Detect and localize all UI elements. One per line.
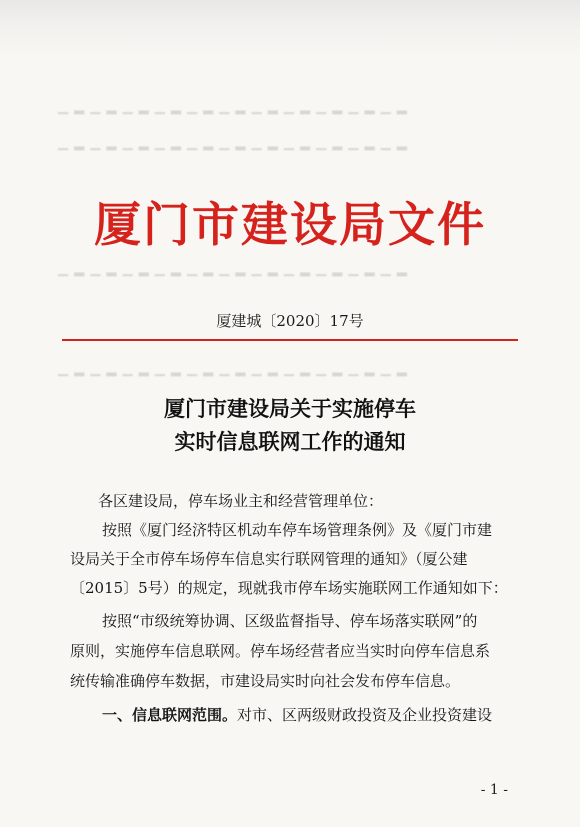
page-number: - 1 - xyxy=(480,782,508,798)
section-1-heading: 一、信息联网范围。 xyxy=(102,706,238,724)
bleed-through-text: ▁ ▂ ▁ ▂ ▁ ▂ ▁ ▂ ▁ ▂ ▁ ▂ ▁ ▂ ▁ ▂ ▁ ▂ ▁ ▂ ▁ ▂ xyxy=(58,262,408,277)
body-line: 按照“市级统筹协调、区级监督指导、停车场落实联网”的 xyxy=(102,612,478,630)
document-title-line-2: 实时信息联网工作的通知 xyxy=(174,429,406,454)
bleed-through-text: ▁ ▂ ▁ ▂ ▁ ▂ ▁ ▂ ▁ ▂ ▁ ▂ ▁ ▂ ▁ ▂ ▁ ▂ ▁ ▂ ▁ ▂ xyxy=(58,100,408,115)
body-line: 〔2015〕5号）的规定，现就我市停车场实施联网工作通知如下： xyxy=(70,579,508,597)
section-1-text: 对市、区两级财政投资及企业投资建设 xyxy=(237,706,493,724)
bleed-through-text: ▁ ▂ ▁ ▂ ▁ ▂ ▁ ▂ ▁ ▂ ▁ ▂ ▁ ▂ ▁ ▂ ▁ ▂ ▁ ▂ ▁ ▂ xyxy=(58,136,408,151)
body-line: 设局关于全市停车场停车信息实行联网管理的通知》（厦公建 xyxy=(70,550,468,568)
salutation: 各区建设局，停车场业主和经营管理单位： xyxy=(98,492,384,510)
red-divider-line xyxy=(62,339,518,341)
document-title-line-1: 厦门市建设局关于实施停车 xyxy=(164,396,416,421)
section-1-line xyxy=(102,704,492,725)
document-number: 厦建城〔2020〕17号 xyxy=(216,312,364,330)
body-line: 按照《厦门经济特区机动车停车场管理条例》及《厦门市建 xyxy=(102,521,493,539)
body-line: 统传输准确停车数据，市建设局实时向社会发布停车信息。 xyxy=(70,672,461,690)
document-masthead: 厦门市建设局文件 xyxy=(94,198,486,253)
bleed-through-text: ▁ ▂ ▁ ▂ ▁ ▂ ▁ ▂ ▁ ▂ ▁ ▂ ▁ ▂ ▁ ▂ ▁ ▂ ▁ ▂ ▁ ▂ xyxy=(58,362,408,377)
body-line: 原则，实施停车信息联网。停车场经营者应当实时向停车信息系 xyxy=(70,642,491,660)
